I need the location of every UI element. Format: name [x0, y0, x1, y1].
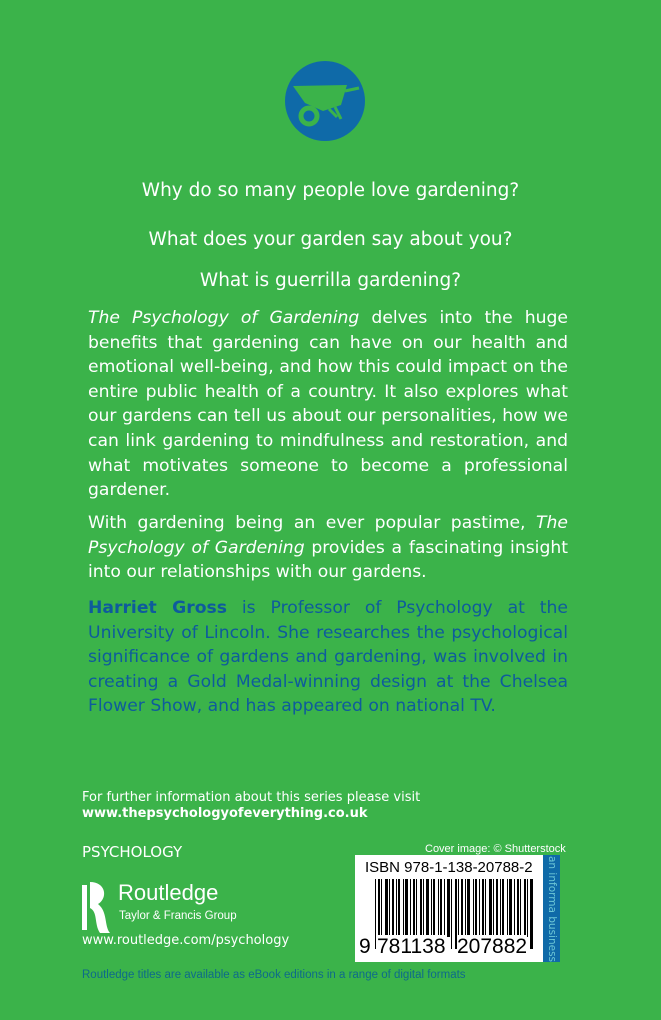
barcode-bar: [465, 879, 466, 937]
barcode-bar: [381, 879, 382, 937]
wheelbarrow-icon: [285, 61, 365, 141]
barcode-bar: [413, 879, 415, 937]
cover-credit: Cover image: © Shutterstock: [425, 843, 566, 855]
publisher-name: Routledge: [118, 880, 219, 905]
barcode-bar: [509, 879, 512, 937]
barcode-bar: [447, 879, 450, 937]
isbn-barcode: [355, 855, 543, 962]
barcode-bar: [493, 879, 494, 937]
barcode-bar: [389, 879, 390, 937]
barcode-bar: [485, 879, 486, 937]
barcode-bar: [423, 879, 424, 937]
barcode-bar: [482, 879, 484, 937]
description-text: With gardening being an ever popular pastime,: [88, 513, 537, 533]
barcode-bar: [433, 879, 435, 937]
barcode-bar: [398, 879, 400, 937]
description-text: provides a fascinating insight into our relationships with our gardens.: [88, 537, 568, 583]
description-paragraph-2: [88, 511, 568, 585]
barcode-digits-left: 781138: [377, 935, 446, 958]
barcode-bar: [458, 879, 459, 937]
barcode-bar: [507, 879, 508, 937]
author-bio-text: is Professor of Psychology at the University of Lincoln. She researches the psychological significance of gardens and gardening, was involved in creating a Gold Medal-winning design at the Chelsea Flower Show, and has appeared on national TV.: [88, 598, 568, 717]
barcode-bar: [520, 879, 521, 937]
barcode-bar: [500, 879, 501, 937]
routledge-r-icon: [82, 880, 112, 935]
barcode-bar: [502, 879, 504, 937]
barcode-bar: [475, 879, 477, 937]
barcode-bar: [403, 879, 404, 937]
barcode-bar: [479, 879, 480, 937]
barcode-bar: [524, 879, 526, 937]
category-label: PSYCHOLOGY: [82, 843, 183, 861]
barcode-bar: [514, 879, 515, 937]
publisher-url[interactable]: www.routledge.com/psychology: [82, 933, 290, 948]
barcode-bar: [440, 879, 442, 937]
question-2: What does your garden say about you?: [148, 229, 513, 250]
routledge-logo: [82, 880, 112, 935]
barcode-bar: [431, 879, 432, 937]
book-title: The Psychology of Gardening: [88, 308, 360, 328]
isbn-text: ISBN 978-1-138-20788-2: [365, 859, 533, 876]
barcode-bar: [473, 879, 474, 937]
series-info: For further information about this series please visit: [82, 790, 421, 805]
barcode-bar: [438, 879, 439, 937]
description-text: delves into the huge benefits that gardening can have on our health and emotional well-being, and how this could impact on the entire public health of a country. It also explores what our gardens can tell us about our personalities, how we can link gardening to mindfulness and restoration, and what motivates someone to become a professional gardener.: [88, 308, 568, 501]
barcode-bar: [444, 879, 445, 937]
barcode-bar: [426, 879, 429, 937]
barcode-bar: [396, 879, 397, 937]
barcode-bar: [392, 879, 394, 937]
barcode-bar: [489, 879, 492, 937]
series-url[interactable]: www.thepsychologyofeverything.co.uk: [82, 806, 368, 821]
barcode-bar: [467, 879, 470, 937]
informa-strip: [543, 855, 560, 962]
barcode-bar: [530, 879, 533, 949]
ebook-note: Routledge titles are available as eBook editions in a range of digital formats: [82, 969, 466, 981]
barcode-bar: [451, 879, 452, 949]
informa-text: an informa business: [545, 855, 558, 962]
author-name: Harriet Gross: [88, 598, 227, 618]
author-bio: [88, 596, 568, 719]
barcode-bar: [375, 879, 376, 949]
barcode-bar: [517, 879, 519, 937]
barcode-bar: [405, 879, 408, 937]
barcode-bar: [378, 879, 380, 937]
book-title: The Psychology of Gardening: [88, 513, 568, 558]
publisher-group: Taylor & Francis Group: [119, 910, 237, 922]
barcode-bars: [375, 879, 533, 937]
barcode-digits-right: 207882: [457, 935, 528, 958]
barcode-bar: [410, 879, 411, 937]
barcode-bar: [385, 879, 388, 937]
barcode-bar: [420, 879, 422, 937]
description-paragraph-1: [88, 306, 568, 503]
barcode-bar: [527, 879, 528, 937]
barcode-bar: [461, 879, 463, 937]
barcode-bar: [416, 879, 417, 937]
barcode-bar: [496, 879, 498, 937]
question-3: What is guerrilla gardening?: [199, 270, 462, 291]
barcode-digit-first: 9: [359, 935, 371, 958]
question-1: Why do so many people love gardening?: [141, 180, 520, 201]
